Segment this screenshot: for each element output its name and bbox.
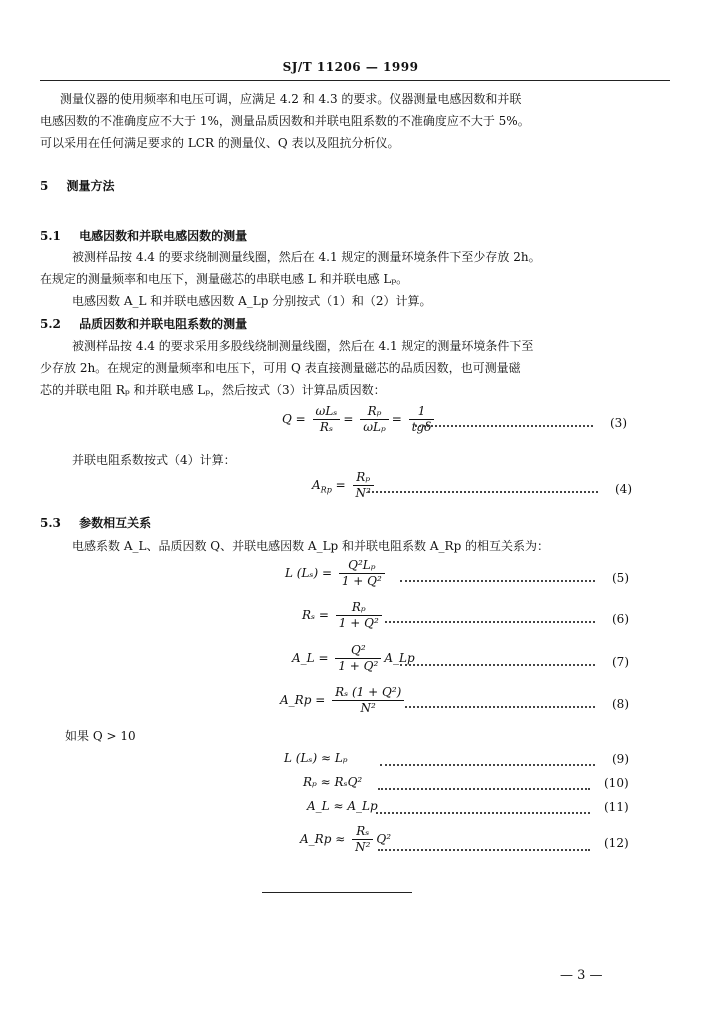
section-5-2-heading <box>40 313 247 335</box>
equation-4 <box>312 470 377 501</box>
eq8-den: N² <box>360 701 376 715</box>
eq5-leader-dots <box>400 580 595 582</box>
s52-line-3: 芯的并联电阻 Rₚ 和并联电感 Lₚ，然后按式（3）计算品质因数： <box>40 383 386 397</box>
eq4-lhs-subscript: Rp <box>320 485 332 495</box>
section-5-2-number: 5.2 <box>40 317 61 331</box>
eq3-number: (3) <box>610 416 627 430</box>
condition-q-gt-10: 如果 Q > 10 <box>65 729 136 743</box>
end-rule <box>262 892 412 893</box>
eq6-num: Rₚ <box>336 600 382 616</box>
eq4-den: N² <box>355 486 371 500</box>
section-5-3-title: 参数相互关系 <box>79 516 152 530</box>
s51-line-3: 电感因数 A_L 和并联电感因数 A_Lp 分别按式（1）和（2）计算。 <box>72 294 432 308</box>
eq3-frac1-den: Rₛ <box>319 420 333 434</box>
eq12-tail: Q² <box>376 832 392 846</box>
section-5-1-heading <box>40 225 247 247</box>
eq12-lhs: A_Rp ≈ <box>300 832 346 846</box>
eq9-leader-dots <box>380 764 595 766</box>
eq3-frac3-den: tgδ <box>411 420 432 434</box>
equation-6 <box>302 600 385 631</box>
section-5-title: 测量方法 <box>66 179 115 193</box>
eq9-number: (9) <box>612 752 629 766</box>
section-5-3-number: 5.3 <box>40 516 61 530</box>
eq6-leader-dots <box>385 621 595 623</box>
eq6-den: 1 + Q² <box>338 616 379 630</box>
eq7-tail: A_Lp <box>384 651 415 665</box>
section-5-number: 5 <box>40 179 49 193</box>
eq4-number: (4) <box>615 482 632 496</box>
eq12-num: Rₛ <box>352 824 373 840</box>
eq5-num: Q²Lₚ <box>339 558 385 574</box>
eq7-lhs: A_L = <box>292 651 329 665</box>
section-5-heading <box>40 175 115 197</box>
intro-line-3: 可以采用在任何满足要求的 LCR 的测量仪、Q 表以及阻抗分析仪。 <box>40 136 400 150</box>
eq3-frac1-num: ωLₛ <box>313 404 341 420</box>
eq5-den: 1 + Q² <box>341 574 382 588</box>
eq4-leader-dots <box>368 491 598 493</box>
eq3-leader-dots <box>415 425 593 427</box>
section-5-3-heading <box>40 512 151 534</box>
eq12-number: (12) <box>604 836 629 850</box>
eq3-lhs: Q = <box>282 412 306 426</box>
s51-line-1: 被测样品按 4.4 的要求绕制测量线圈，然后在 4.1 规定的测量环境条件下至少存放 2h。 <box>72 250 541 264</box>
eq7-leader-dots <box>400 664 595 666</box>
eq6-lhs: Rₛ = <box>302 608 329 622</box>
intro-line-1: 测量仪器的使用频率和电压可调，应满足 4.2 和 4.3 的要求。仪器测量电感因数和并联 <box>60 92 522 106</box>
eq7-number: (7) <box>612 655 629 669</box>
standard-number-header: SJ/T 11206 — 1999 <box>282 60 419 74</box>
equation-7 <box>292 643 415 674</box>
eq10-number: (10) <box>604 776 629 790</box>
equation-3: Q = $\frac{\text{ωLₛ}}{\text{Rₛ}}$ = $\frac{\text{Rₚ}}{\text{ωLₚ}}$ = $\frac{1}{\text{tgδ}}$ <box>282 404 437 435</box>
eq8-number: (8) <box>612 697 629 711</box>
eq6-number: (6) <box>612 612 629 626</box>
equation-8 <box>280 685 407 716</box>
eq11-leader-dots <box>376 812 590 814</box>
page-number: — 3 — <box>560 968 603 983</box>
header-rule <box>40 80 670 81</box>
eq8-num: Rₛ (1 + Q²) <box>332 685 404 701</box>
eq4-lhs: A <box>312 478 321 492</box>
s53-line-1: 电感系数 A_L、品质因数 Q、并联电感因数 A_Lp 和并联电阻系数 A_Rp 的相互关系为： <box>72 539 550 553</box>
eq8-lhs: A_Rp = <box>280 693 326 707</box>
eq4-equals: = <box>335 478 346 492</box>
eq5-number: (5) <box>612 571 629 585</box>
eq12-leader-dots <box>378 849 590 851</box>
equation-11: A_L ≈ A_Lp <box>307 799 378 813</box>
eq7-den: 1 + Q² <box>338 659 379 673</box>
eq3-frac2-den: ωLₚ <box>363 420 386 434</box>
eq7-num: Q² <box>335 643 381 659</box>
eq8-leader-dots <box>405 706 595 708</box>
eq4-num: Rₚ <box>353 470 374 486</box>
eq3-frac3-num: 1 <box>409 404 435 420</box>
section-5-1-number: 5.1 <box>40 229 61 243</box>
equation-9: L (Lₛ) ≈ Lₚ <box>284 751 348 765</box>
section-5-2-title: 品质因数和并联电阻系数的测量 <box>79 317 248 331</box>
eq10-leader-dots <box>378 788 590 790</box>
s52-line-4: 并联电阻系数按式（4）计算： <box>72 453 236 467</box>
equation-10: Rₚ ≈ RₛQ² <box>303 775 363 789</box>
equation-5 <box>285 558 388 589</box>
eq11-number: (11) <box>604 800 629 814</box>
section-5-1-title: 电感因数和并联电感因数的测量 <box>79 229 248 243</box>
eq12-den: N² <box>355 840 371 854</box>
intro-line-2: 电感因数的不准确度应不大于 1%，测量品质因数和并联电阻系数的不准确度应不大于 5%。 <box>40 114 530 128</box>
s52-line-1: 被测样品按 4.4 的要求采用多股线绕制测量线圈，然后在 4.1 规定的测量环境条件下至 <box>72 339 534 353</box>
eq3-frac2-num: Rₚ <box>360 404 389 420</box>
eq5-lhs: L (Lₛ) = <box>285 566 333 580</box>
s52-line-2: 少存放 2h。在规定的测量频率和电压下，可用 Q 表直接测量磁芯的品质因数，也可测量磁 <box>40 361 521 375</box>
s51-line-2: 在规定的测量频率和电压下，测量磁芯的串联电感 L 和并联电感 Lₚ。 <box>40 272 409 286</box>
